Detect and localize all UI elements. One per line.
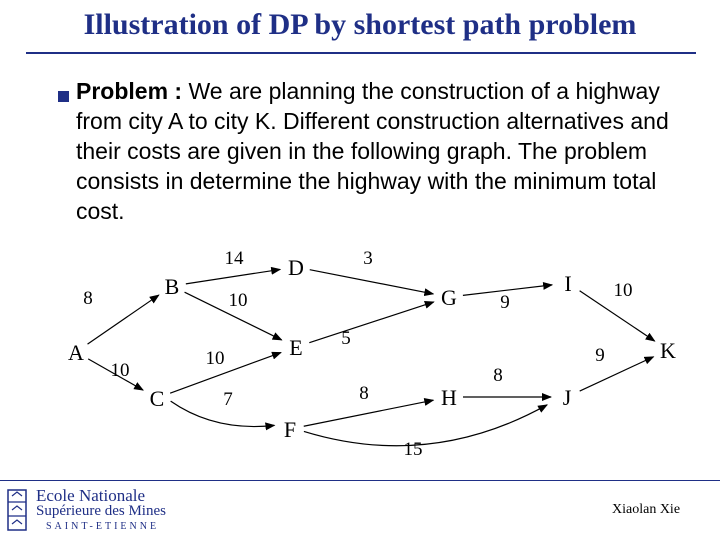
footer-divider <box>0 480 720 481</box>
node-B: B <box>164 274 180 299</box>
edge-F-H <box>304 400 434 426</box>
logo-line-3: SAINT-ETIENNE <box>46 521 160 532</box>
edge-A-B <box>88 295 159 344</box>
problem-heading: Problem : <box>76 78 183 104</box>
edge-cost-A-C: 10 <box>110 360 130 381</box>
edge-cost-F-H: 8 <box>359 383 369 404</box>
edge-cost-G-I: 9 <box>500 292 510 313</box>
edge-C-E <box>170 353 281 394</box>
edge-cost-I-K: 10 <box>613 280 633 301</box>
edge-cost-A-B: 8 <box>83 288 93 309</box>
edge-E-G <box>309 302 433 343</box>
node-E: E <box>289 335 303 360</box>
logo-line-2: Supérieure des Mines <box>36 503 166 519</box>
slide-title: Illustration of DP by shortest path problem <box>83 8 637 41</box>
edge-F-J <box>304 405 547 446</box>
edge-B-D <box>186 269 280 283</box>
node-J: J <box>562 385 572 410</box>
edge-cost-J-K: 9 <box>595 345 605 366</box>
node-C: C <box>149 386 165 411</box>
edge-cost-F-J: 15 <box>403 439 423 460</box>
node-K: K <box>660 338 676 363</box>
problem-text: We are planning the construction of a highway from city A to city K. Different construction alternatives and their costs are given in the following graph. The problem consists in determine the highway with the minimum total cost. <box>76 78 669 224</box>
node-G: G <box>441 285 457 310</box>
author-name: Xiaolan Xie <box>612 502 681 517</box>
edge-J-K <box>580 357 654 391</box>
logo-line-1: Ecole Nationale <box>36 486 146 505</box>
edge-cost-C-E: 10 <box>205 348 225 369</box>
node-I: I <box>564 271 572 296</box>
node-D: D <box>288 255 304 280</box>
edge-cost-E-G: 5 <box>341 328 351 349</box>
node-H: H <box>441 385 457 410</box>
edge-cost-B-E: 10 <box>228 290 248 311</box>
school-logo <box>6 484 176 536</box>
edge-cost-B-D: 14 <box>224 248 244 269</box>
edge-cost-C-F: 7 <box>223 389 233 410</box>
edge-cost-D-G: 3 <box>363 248 373 269</box>
edge-cost-H-J: 8 <box>493 365 503 386</box>
graph-nodes <box>68 255 676 442</box>
node-F: F <box>283 417 297 442</box>
mines-logo-icon <box>6 488 28 532</box>
edge-D-G <box>310 270 434 294</box>
node-A: A <box>68 340 84 365</box>
